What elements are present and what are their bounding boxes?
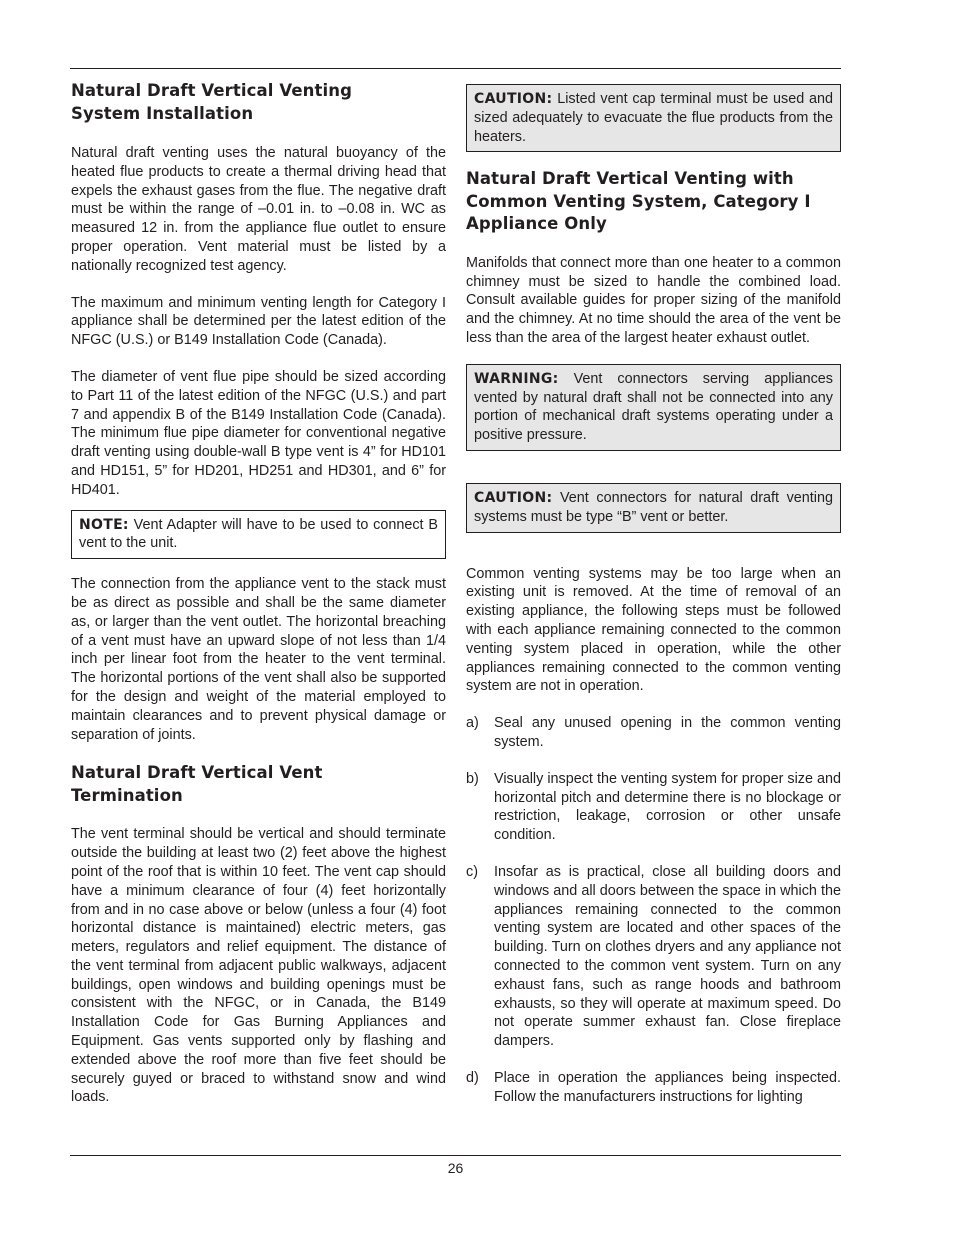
section-heading-vent-termination: Natural Draft Vertical Vent Termination [71, 763, 323, 805]
caution-box-vent-connectors [466, 483, 841, 533]
list-item [466, 714, 841, 752]
caution-label: CAUTION: [474, 91, 553, 107]
list-text: Place in operation the appliances being inspected. Follow the manufacturers instructions for lighting [494, 1069, 841, 1105]
list-text: Visually inspect the venting system for proper size and horizontal pitch and determine there is no blockage or restriction, leakage, corrosion or other unsafe condition. [494, 770, 841, 844]
list-text: Insofar as is practical, close all building doors and windows and all doors between the space in which the appliances remaining connected to the common venting system are located and other spaces of the building. Turn on clothes dryers and any appliance not connected to the common vent system. Turn on any exhaust fans, such as range hoods and bathroom exhausts, so they will operate at maximum speed. Do not operate summer exhaust fan. Close fireplace dampers. [494, 864, 841, 1050]
caution-text: Vent connectors for natural draft venting systems must be type “B” vent or better. [474, 490, 833, 525]
list-item [466, 770, 841, 845]
list-item [466, 863, 841, 1051]
top-rule [70, 68, 841, 69]
note-text: Vent Adapter will have to be used to connect B vent to the unit. [79, 516, 438, 552]
list-marker: c) [466, 864, 478, 881]
section-heading-vertical-venting: Natural Draft Vertical Venting System Installation [71, 81, 352, 123]
list-marker: d) [466, 1069, 479, 1086]
paragraph-common-venting: Common venting systems may be too large when an existing unit is removed. At the time of removal of an existing appliance, the following steps must be followed with each appliance remaining connected to the common venting system placed in operation, while the other appliances remaining connected to the common venting system are not in operation. [466, 565, 841, 695]
paragraph-vent-connection: The connection from the appliance vent to the stack must be as direct as possible and shall be the same diameter as, or larger than the vent outlet. The horizontal breaching of a vent must have an upward slope of not less than 1/4 inch per linear foot from the heater to the vent terminal. The horizontal portions of the vent shall also be supported for the design and weight of the material employed to maintain clearances and to prevent physical damage or separation of joints. [71, 576, 446, 743]
section-heading-common-venting: Natural Draft Vertical Venting with Common Venting System, Category I Appliance Only [466, 169, 811, 234]
page-number: 26 [447, 1160, 464, 1176]
paragraph-vent-diameter: The diameter of vent flue pipe should be sized according to Part 11 of the latest edition of the NFGC (U.S.) and part 7 and appendix B of the B149 Installation Code (Canada). The minimum flue pipe diameter for conventional negative draft venting using double-wall B type vent is 4” for HD101 and HD151, 5” for HD201, HD251 and HD301, and 6” for HD401. [71, 368, 446, 498]
warning-label: WARNING: [474, 370, 559, 387]
list-marker: a) [466, 715, 479, 732]
list-text: Seal any unused opening in the common venting system. [494, 715, 841, 751]
right-column [466, 80, 841, 1107]
paragraph-venting-length: The maximum and minimum venting length for Category I appliance shall be determined per the latest edition of the NFGC (U.S.) or B149 Installation Code (Canada). [71, 294, 446, 349]
bottom-rule [70, 1155, 841, 1156]
paragraph-natural-draft: Natural draft venting uses the natural buoyancy of the heated flue products to create a thermal driving head that expels the exhaust gases from the flue. The negative draft must be within the range of –0.01 in. to –0.08 in. WC as measured 12 in. from the appliance flue outlet to ensure proper operation. Vent material must be listed by a nationally recognized test agency. [71, 145, 446, 274]
warning-box [466, 364, 841, 451]
caution-text: Listed vent cap terminal must be used and sized adequately to evacuate the flue products from the heaters. [474, 91, 833, 145]
left-column [71, 80, 446, 1107]
warning-text: Vent connectors serving appliances vented by natural draft shall not be connected into any portion of mechanical draft systems operating under a positive pressure. [474, 370, 833, 444]
list-marker: b) [466, 770, 479, 787]
paragraph-vent-terminal: The vent terminal should be vertical and should terminate outside the building at least two (2) feet above the highest point of the roof that is within 10 feet. The vent cap should have a minimum clearance of four (4) feet horizontally from and in no case above or below (unless a four (4) foot horizontal distance is maintained) electric meters, gas meters, regulators and relief equipment. The distance of the vent terminal from adjacent public walkways, adjacent buildings, open windows and building openings must be consistent with the NFGC, or in Canada, the B149 Installation Code for Gas Burning Appliances and Equipment. Gas vents supported only by flashing and extended above the roof more than five feet should be securely guyed or braced to withstand snow and wind loads. [71, 826, 446, 1106]
note-box [71, 510, 446, 560]
caution-label: CAUTION: [474, 490, 553, 507]
caution-box-vent-cap [466, 84, 841, 152]
paragraph-manifolds: Manifolds that connect more than one heater to a common chimney must be sized to handle the combined load. Consult available guides for proper sizing of the manifold and the chimney. At no time should the area of the vent be less than the area of the largest heater exhaust outlet. [466, 254, 841, 347]
list-item [466, 1069, 841, 1107]
note-label: NOTE: [79, 516, 129, 533]
